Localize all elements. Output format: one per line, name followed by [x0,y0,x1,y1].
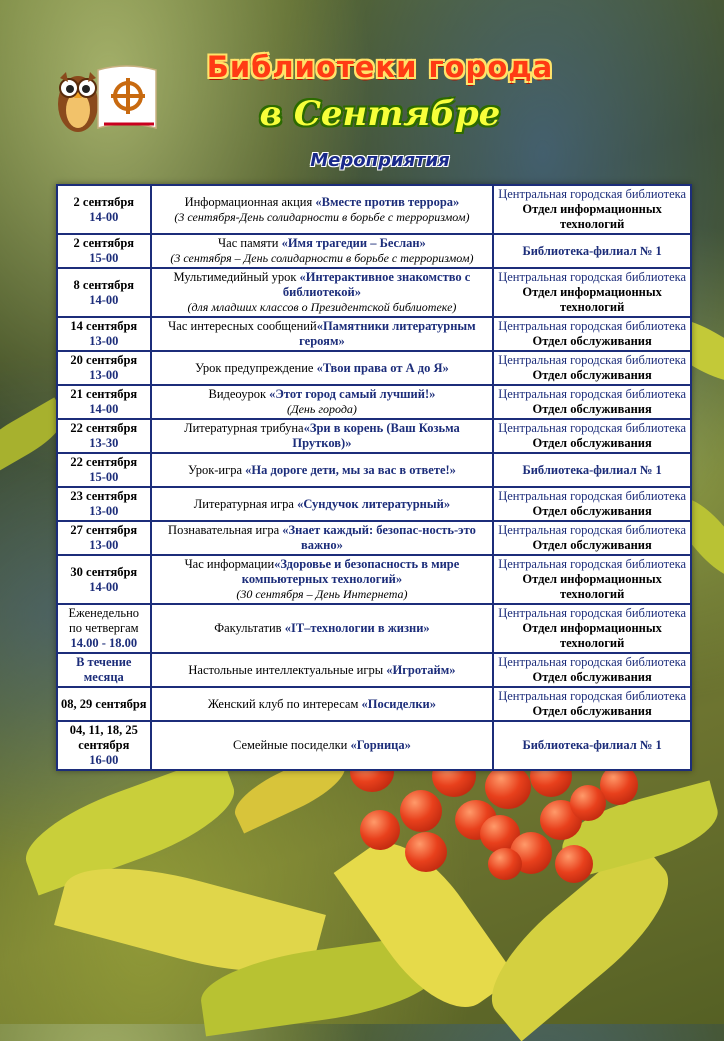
event-name [155,697,490,712]
event-title: «Игротайм» [386,662,456,677]
event-title: «Этот город самый лучший!» [269,387,436,401]
event-date-cell [57,453,151,487]
event-type: Литературная игра [193,496,298,511]
table-row [57,234,691,268]
event-name [155,497,490,512]
venue-department: Отдел обслуживания [532,436,652,450]
event-description-cell [151,419,494,453]
event-name [155,523,490,553]
event-description-cell [151,385,494,419]
table-row [57,385,691,419]
event-venue-cell [493,185,691,234]
event-time: 13-00 [89,504,119,518]
event-time: 15-00 [89,251,119,265]
event-name [155,361,490,376]
venue-library: Центральная городская библиотека [498,270,687,284]
event-type: Факультатив [214,621,285,635]
event-date: 2 сентября [73,194,135,209]
event-date: 20 сентября [70,353,138,367]
event-type: Час памяти [218,236,282,250]
event-venue-cell [493,687,691,721]
event-time: 13-00 [89,368,119,382]
table-row [57,653,691,687]
venue-library: Центральная городская библиотека [498,523,687,537]
event-type: Мультимедийный урок [173,270,300,284]
event-type: Познавательная игра [168,523,283,537]
event-venue-cell [493,487,691,521]
event-date-cell [57,317,151,351]
event-date: 14 сентября [70,319,138,333]
event-title: «На дороге дети, мы за вас в ответе!» [245,462,456,477]
venue-department: Отдел информационных технологий [522,621,662,650]
event-description-cell [151,234,494,268]
event-description-cell [151,521,494,555]
event-date: В течение месяца [76,655,132,684]
table-row [57,351,691,385]
venue-library: Центральная городская библиотека [498,319,687,333]
event-title: «Вместе против террора» [315,194,460,209]
event-date-cell [57,487,151,521]
venue-branch: Библиотека-филиал № 1 [522,738,662,752]
event-date-cell [57,419,151,453]
event-time: 14.00 - 18.00 [70,636,138,650]
event-name [155,236,490,251]
venue-department: Отдел информационных технологий [522,572,662,601]
event-name [155,557,490,587]
event-title: «Горница» [350,738,411,752]
event-description-cell [151,185,494,234]
event-description-cell [151,453,494,487]
event-venue-cell [493,521,691,555]
venue-library: Центральная городская библиотека [498,655,687,669]
venue-branch: Библиотека-филиал № 1 [522,462,662,477]
event-date-cell [57,604,151,653]
event-date: 08, 29 сентября [61,696,147,711]
event-venue-cell [493,317,691,351]
event-time: 13-00 [89,538,119,552]
event-date: 04, 11, 18, 25 сентября [69,723,138,752]
event-time: 16-00 [89,753,119,767]
venue-department: Отдел информационных технологий [522,285,662,314]
event-time: 14-00 [89,209,119,224]
event-description-cell [151,268,494,317]
table-row [57,521,691,555]
event-date: Еженедельно по четвергам [68,606,140,635]
event-venue-cell [493,604,691,653]
book-emblem-icon [98,66,156,128]
event-date: 30 сентября [70,564,138,579]
event-name [155,421,490,451]
event-date-cell [57,351,151,385]
event-date: 2 сентября [73,236,135,250]
event-time: 13-30 [89,436,119,450]
event-time: 14-00 [89,402,119,416]
event-title: «Твои права от А до Я» [316,360,449,375]
table-row [57,487,691,521]
event-date: 8 сентября [73,277,135,292]
event-name [155,738,490,753]
event-date: 27 сентября [70,523,138,537]
event-description-cell [151,317,494,351]
event-name [155,387,490,402]
event-date-cell [57,234,151,268]
event-venue-cell [493,234,691,268]
event-type: Женский клуб по интересам [207,696,362,711]
owl-icon [58,72,98,132]
page-title-month: в Сентябре [259,94,501,134]
event-note: (3 сентября-День солидарности в борьбе с терроризмом) [174,209,470,224]
table-row [57,419,691,453]
event-name [155,195,490,210]
table-row [57,687,691,721]
event-title: «Памятники литературным героям» [299,319,476,348]
venue-branch: Библиотека-филиал № 1 [522,243,662,258]
event-venue-cell [493,721,691,770]
event-venue-cell [493,419,691,453]
table-row [57,317,691,351]
event-date-cell [57,521,151,555]
event-date-cell [57,185,151,234]
event-date-cell [57,268,151,317]
event-date-cell [57,721,151,770]
event-date: 23 сентября [70,489,138,503]
event-name [155,463,490,478]
table-row [57,185,691,234]
event-date-cell [57,555,151,604]
event-name [155,621,490,636]
event-time: 13-00 [89,334,119,348]
venue-department: Отдел обслуживания [532,538,652,552]
venue-department: Отдел обслуживания [532,402,652,416]
event-name [155,270,490,300]
event-description-cell [151,604,494,653]
event-date-cell [57,385,151,419]
event-date: 22 сентября [70,455,138,469]
event-type: Урок предупреждение [195,360,317,375]
venue-library: Центральная городская библиотека [498,421,687,435]
event-type: Семейные посиделки [232,738,351,752]
page-title: Библиотеки города [206,50,554,84]
event-title: «IT–технологии в жизни» [284,621,430,635]
venue-department: Отдел обслуживания [532,704,652,718]
event-time: 15-00 [89,470,119,484]
event-description-cell [151,653,494,687]
event-description-cell [151,721,494,770]
event-title: «Здоровье и безопасность в мире компьютерных технологий» [241,557,460,586]
table-row [57,453,691,487]
venue-library: Центральная городская библиотека [498,353,687,367]
event-venue-cell [493,268,691,317]
venue-department: Отдел обслуживания [532,334,652,348]
event-type: Настольные интеллектуальные игры [188,662,387,677]
venue-library: Центральная городская библиотека [498,689,687,703]
event-date-cell [57,687,151,721]
venue-library: Центральная городская библиотека [498,187,687,201]
event-venue-cell [493,385,691,419]
event-date: 21 сентября [70,387,138,401]
event-venue-cell [493,453,691,487]
event-note: (30 сентября – День Интернета) [236,587,408,601]
table-row [57,268,691,317]
event-title: «Посиделки» [361,696,437,711]
table-row [57,721,691,770]
event-date: 22 сентября [70,421,138,435]
event-type: Час информации [184,557,275,571]
events-table [56,184,692,771]
table-row [57,555,691,604]
venue-department: Отдел информационных технологий [522,202,662,231]
page-subtitle: Мероприятия [310,150,450,171]
event-time: 14-00 [89,292,119,307]
event-description-cell [151,687,494,721]
event-date-cell [57,653,151,687]
event-time: 14-00 [89,579,119,594]
event-title: «Знает каждый: безопас-ность-это важно» [282,523,476,552]
event-title: «Интерактивное знакомство с библиотекой» [282,270,471,299]
event-note: (3 сентября – День солидарности в борьбе с терроризмом) [170,251,474,265]
event-type: Литературная трибуна [184,421,304,435]
event-type: Информационная акция [184,194,316,209]
event-name [155,319,490,349]
event-type: Час интересных сообщений [168,319,317,333]
event-venue-cell [493,351,691,385]
event-description-cell [151,487,494,521]
event-description-cell [151,555,494,604]
venue-library: Центральная городская библиотека [498,557,687,571]
event-type: Видеоурок [208,387,270,401]
venue-library: Центральная городская библиотека [498,489,687,503]
event-venue-cell [493,653,691,687]
event-title: «Сундучок литературный» [297,496,451,511]
event-type: Урок-игра [187,462,246,477]
venue-department: Отдел обслуживания [532,504,652,518]
event-note: (для младших классов о Президентской библиотеке) [187,300,457,314]
venue-department: Отдел обслуживания [532,670,652,684]
table-row [57,604,691,653]
venue-library: Центральная городская библиотека [498,606,687,620]
event-note: (День города) [286,402,357,416]
venue-department: Отдел обслуживания [532,368,652,382]
event-title: «Имя трагедии – Беслан» [281,236,426,250]
event-name [155,663,490,678]
venue-library: Центральная городская библиотека [498,387,687,401]
event-venue-cell [493,555,691,604]
event-description-cell [151,351,494,385]
library-logo [56,58,160,138]
event-title: «Зри в корень (Ваш Козьма Прутков)» [292,421,460,450]
